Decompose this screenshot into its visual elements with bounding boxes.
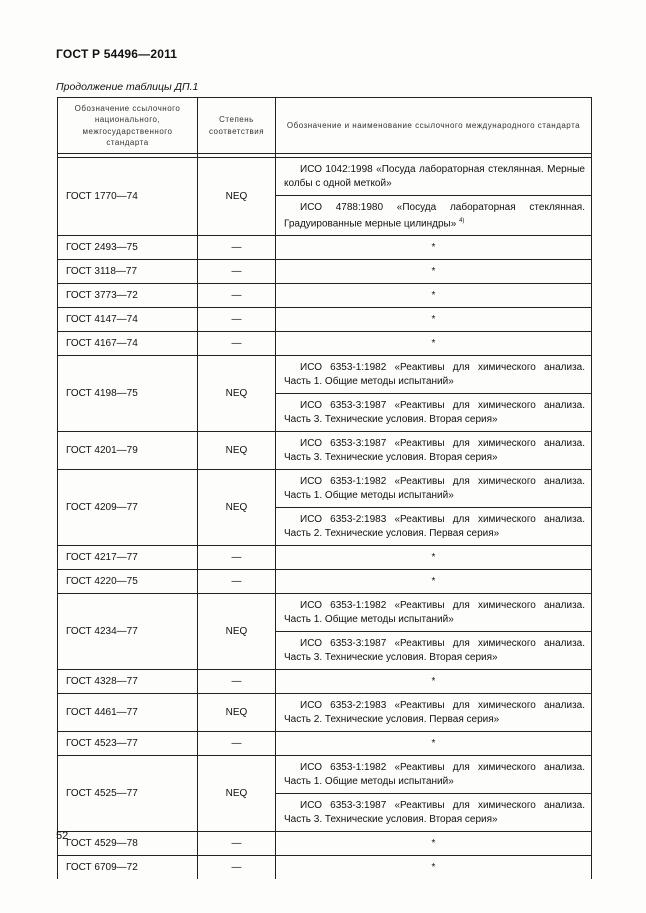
degree-of-correspondence: — bbox=[198, 856, 276, 880]
header-international-standard: Обозначение и наименование ссылочного международного стандарта bbox=[276, 98, 592, 154]
gost-designation: ГОСТ 4167—74 bbox=[58, 332, 198, 356]
degree-of-correspondence: — bbox=[198, 546, 276, 570]
international-standard bbox=[276, 394, 592, 432]
international-standard bbox=[276, 158, 592, 196]
no-international-standard-marker: * bbox=[276, 308, 592, 332]
table-row bbox=[58, 856, 592, 880]
degree-of-correspondence: NEQ bbox=[198, 694, 276, 732]
degree-of-correspondence: — bbox=[198, 308, 276, 332]
header-degree: Степень соответствия bbox=[198, 98, 276, 154]
gost-designation: ГОСТ 3773—72 bbox=[58, 284, 198, 308]
international-standard bbox=[276, 794, 592, 832]
international-standard bbox=[276, 594, 592, 632]
international-standard-text: ИСО 6353-3:1987 «Реактивы для химического анализа. Часть 3. Технические условия. Вторая серия» bbox=[284, 438, 585, 463]
international-standard bbox=[276, 756, 592, 794]
international-standard-text: ИСО 4788:1980 «Посуда лабораторная стеклянная. Градуированные мерные цилиндры» bbox=[284, 202, 585, 229]
table-header-row bbox=[58, 98, 592, 154]
degree-of-correspondence: — bbox=[198, 670, 276, 694]
document-title: ГОСТ Р 54496—2011 bbox=[56, 47, 178, 61]
table-row bbox=[58, 832, 592, 856]
table-row bbox=[58, 756, 592, 794]
table-row bbox=[58, 260, 592, 284]
degree-of-correspondence: NEQ bbox=[198, 756, 276, 832]
international-standard-text: ИСО 6353-2:1983 «Реактивы для химического анализа. Часть 2. Технические условия. Первая серия» bbox=[284, 514, 585, 539]
gost-designation: ГОСТ 4209—77 bbox=[58, 470, 198, 546]
header-national-standard: Обозначение ссылочного национального, межгосударственного стандарта bbox=[58, 98, 198, 154]
footnote-marker: 4) bbox=[459, 217, 465, 224]
table-row bbox=[58, 332, 592, 356]
international-standard bbox=[276, 356, 592, 394]
table-row bbox=[58, 236, 592, 260]
degree-of-correspondence: — bbox=[198, 236, 276, 260]
no-international-standard-marker: * bbox=[276, 570, 592, 594]
table-body bbox=[58, 158, 592, 880]
international-standard-text: ИСО 6353-1:1982 «Реактивы для химического анализа. Часть 1. Общие методы испытаний» bbox=[284, 762, 585, 787]
table-row bbox=[58, 432, 592, 470]
degree-of-correspondence: — bbox=[198, 284, 276, 308]
table-row bbox=[58, 546, 592, 570]
degree-of-correspondence: NEQ bbox=[198, 158, 276, 236]
international-standard-text: ИСО 6353-2:1983 «Реактивы для химического анализа. Часть 2. Технические условия. Первая серия» bbox=[284, 700, 585, 725]
no-international-standard-marker: * bbox=[276, 260, 592, 284]
no-international-standard-marker: * bbox=[276, 670, 592, 694]
table-row bbox=[58, 694, 592, 732]
table-row bbox=[58, 594, 592, 632]
no-international-standard-marker: * bbox=[276, 332, 592, 356]
international-standard-text: ИСО 1042:1998 «Посуда лабораторная стеклянная. Мерные колбы с одной меткой» bbox=[284, 164, 585, 189]
no-international-standard-marker: * bbox=[276, 236, 592, 260]
page-number: 52 bbox=[56, 830, 69, 842]
degree-of-correspondence: NEQ bbox=[198, 356, 276, 432]
international-standard bbox=[276, 632, 592, 670]
degree-of-correspondence: NEQ bbox=[198, 594, 276, 670]
international-standard bbox=[276, 470, 592, 508]
no-international-standard-marker: * bbox=[276, 284, 592, 308]
gost-designation: ГОСТ 2493—75 bbox=[58, 236, 198, 260]
no-international-standard-marker: * bbox=[276, 546, 592, 570]
international-standard-text: ИСО 6353-1:1982 «Реактивы для химического анализа. Часть 1. Общие методы испытаний» bbox=[284, 362, 585, 387]
gost-designation: ГОСТ 3118—77 bbox=[58, 260, 198, 284]
degree-of-correspondence: NEQ bbox=[198, 432, 276, 470]
gost-designation: ГОСТ 4147—74 bbox=[58, 308, 198, 332]
gost-designation: ГОСТ 4217—77 bbox=[58, 546, 198, 570]
gost-designation: ГОСТ 6709—72 bbox=[58, 856, 198, 880]
international-standard-text: ИСО 6353-3:1987 «Реактивы для химического анализа. Часть 3. Технические условия. Вторая серия» bbox=[284, 400, 585, 425]
international-standard-text: ИСО 6353-1:1982 «Реактивы для химического анализа. Часть 1. Общие методы испытаний» bbox=[284, 476, 585, 501]
international-standard bbox=[276, 432, 592, 470]
degree-of-correspondence: — bbox=[198, 832, 276, 856]
gost-designation: ГОСТ 4525—77 bbox=[58, 756, 198, 832]
gost-designation: ГОСТ 4523—77 bbox=[58, 732, 198, 756]
reference-table bbox=[57, 97, 592, 879]
international-standard-text: ИСО 6353-3:1987 «Реактивы для химического анализа. Часть 3. Технические условия. Вторая серия» bbox=[284, 800, 585, 825]
gost-designation: ГОСТ 4461—77 bbox=[58, 694, 198, 732]
table-row bbox=[58, 356, 592, 394]
gost-designation: ГОСТ 4234—77 bbox=[58, 594, 198, 670]
international-standard bbox=[276, 508, 592, 546]
table-row bbox=[58, 570, 592, 594]
international-standard-text: ИСО 6353-3:1987 «Реактивы для химического анализа. Часть 3. Технические условия. Вторая серия» bbox=[284, 638, 585, 663]
table-row bbox=[58, 732, 592, 756]
international-standard-text: ИСО 6353-1:1982 «Реактивы для химического анализа. Часть 1. Общие методы испытаний» bbox=[284, 600, 585, 625]
degree-of-correspondence: — bbox=[198, 570, 276, 594]
degree-of-correspondence: — bbox=[198, 732, 276, 756]
table-row bbox=[58, 670, 592, 694]
gost-designation: ГОСТ 4201—79 bbox=[58, 432, 198, 470]
degree-of-correspondence: — bbox=[198, 260, 276, 284]
gost-designation: ГОСТ 4328—77 bbox=[58, 670, 198, 694]
gost-designation: ГОСТ 1770—74 bbox=[58, 158, 198, 236]
no-international-standard-marker: * bbox=[276, 732, 592, 756]
degree-of-correspondence: NEQ bbox=[198, 470, 276, 546]
gost-designation: ГОСТ 4220—75 bbox=[58, 570, 198, 594]
degree-of-correspondence: — bbox=[198, 332, 276, 356]
gost-designation: ГОСТ 4198—75 bbox=[58, 356, 198, 432]
gost-designation: ГОСТ 4529—78 bbox=[58, 832, 198, 856]
table-row bbox=[58, 470, 592, 508]
no-international-standard-marker: * bbox=[276, 856, 592, 880]
table-caption: Продолжение таблицы ДП.1 bbox=[56, 81, 199, 93]
international-standard bbox=[276, 694, 592, 732]
international-standard bbox=[276, 196, 592, 236]
table-row bbox=[58, 284, 592, 308]
table-row bbox=[58, 308, 592, 332]
table-row bbox=[58, 158, 592, 196]
no-international-standard-marker: * bbox=[276, 832, 592, 856]
